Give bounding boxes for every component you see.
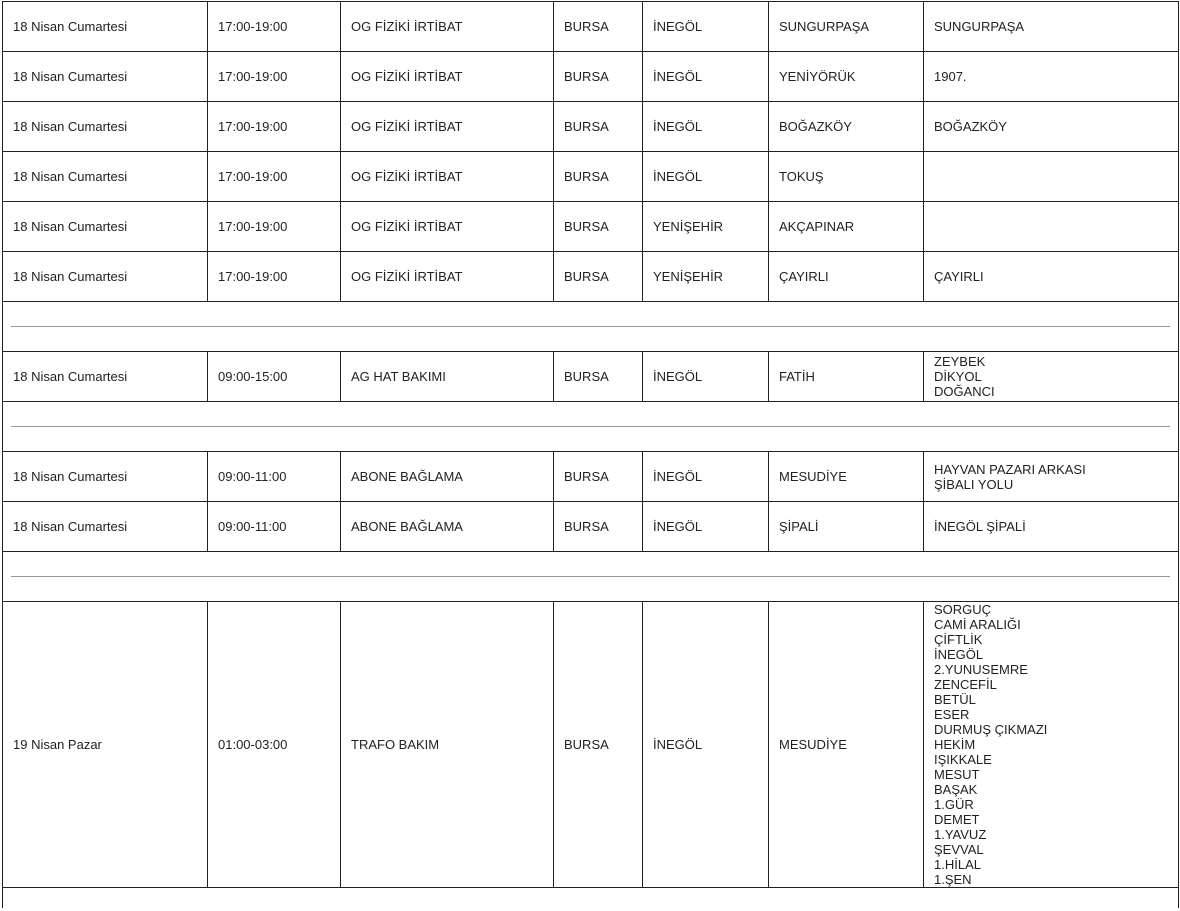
street-name: BAŞAK bbox=[934, 782, 978, 797]
street-name: 1.GÜR bbox=[934, 797, 974, 812]
time-range-cell: 09:00-15:00 bbox=[208, 352, 341, 402]
table-row bbox=[3, 352, 1179, 402]
city-cell: BURSA bbox=[554, 152, 643, 202]
table-row bbox=[3, 102, 1179, 152]
separator-cell bbox=[3, 402, 1179, 452]
city-cell: BURSA bbox=[554, 252, 643, 302]
city-cell: BURSA bbox=[554, 352, 643, 402]
district-cell: İNEGÖL bbox=[643, 52, 769, 102]
date-cell: 18 Nisan Cumartesi bbox=[3, 2, 208, 52]
street-name: ESER bbox=[934, 707, 970, 722]
neighborhood-cell: MESUDİYE bbox=[769, 602, 924, 888]
time-range-cell: 17:00-19:00 bbox=[208, 152, 341, 202]
date-cell: 19 Nisan Pazar bbox=[3, 602, 208, 888]
time-range-cell: 17:00-19:00 bbox=[208, 102, 341, 152]
horizontal-rule bbox=[11, 576, 1170, 577]
streets-cell bbox=[924, 152, 1179, 202]
outage-schedule-table bbox=[2, 1, 1179, 908]
time-range-cell: 17:00-19:00 bbox=[208, 252, 341, 302]
date-cell: 18 Nisan Cumartesi bbox=[3, 352, 208, 402]
street-name: ÇİFTLİK bbox=[934, 632, 983, 647]
street-name: 1907. bbox=[934, 69, 967, 84]
street-name: BOĞAZKÖY bbox=[934, 119, 1007, 134]
work-type-cell: OG FİZİKİ İRTİBAT bbox=[341, 152, 554, 202]
work-type-cell: ABONE BAĞLAMA bbox=[341, 502, 554, 552]
street-name: DURMUŞ ÇIKMAZI bbox=[934, 722, 1048, 737]
work-type-cell: OG FİZİKİ İRTİBAT bbox=[341, 252, 554, 302]
street-name: HEKİM bbox=[934, 737, 976, 752]
street-name: SORGUÇ bbox=[934, 602, 992, 617]
table-row bbox=[3, 2, 1179, 52]
street-name: HAYVAN PAZARI ARKASI bbox=[934, 461, 1086, 477]
city-cell: BURSA bbox=[554, 2, 643, 52]
city-cell: BURSA bbox=[554, 52, 643, 102]
streets-cell bbox=[924, 52, 1179, 102]
street-name: ÇAYIRLI bbox=[934, 269, 984, 284]
street-name: ZEYBEK bbox=[934, 354, 986, 369]
street-name: İNEGÖL bbox=[934, 647, 984, 662]
streets-cell bbox=[924, 502, 1179, 552]
time-range-cell: 17:00-19:00 bbox=[208, 202, 341, 252]
work-type-cell: ABONE BAĞLAMA bbox=[341, 452, 554, 502]
neighborhood-cell: ŞİPALİ bbox=[769, 502, 924, 552]
district-cell: İNEGÖL bbox=[643, 352, 769, 402]
street-name: DOĞANCI bbox=[934, 384, 995, 399]
separator-row bbox=[3, 402, 1179, 452]
district-cell: İNEGÖL bbox=[643, 502, 769, 552]
neighborhood-cell: YENİYÖRÜK bbox=[769, 52, 924, 102]
streets-cell bbox=[924, 452, 1179, 502]
street-name: ŞEVVAL bbox=[934, 842, 984, 857]
district-cell: YENİŞEHİR bbox=[643, 202, 769, 252]
neighborhood-cell: AKÇAPINAR bbox=[769, 202, 924, 252]
work-type-cell: OG FİZİKİ İRTİBAT bbox=[341, 202, 554, 252]
date-cell: 18 Nisan Cumartesi bbox=[3, 452, 208, 502]
separator-cell bbox=[3, 302, 1179, 352]
date-cell: 18 Nisan Cumartesi bbox=[3, 102, 208, 152]
separator-row bbox=[3, 302, 1179, 352]
table-row bbox=[3, 202, 1179, 252]
date-cell: 18 Nisan Cumartesi bbox=[3, 502, 208, 552]
street-name: 1.ŞEN bbox=[934, 872, 972, 887]
streets-cell bbox=[924, 2, 1179, 52]
time-range-cell: 17:00-19:00 bbox=[208, 52, 341, 102]
horizontal-rule bbox=[11, 426, 1170, 427]
city-cell: BURSA bbox=[554, 602, 643, 888]
date-cell: 18 Nisan Cumartesi bbox=[3, 252, 208, 302]
work-type-cell: OG FİZİKİ İRTİBAT bbox=[341, 102, 554, 152]
street-name: IŞIKKALE bbox=[934, 752, 992, 767]
district-cell: İNEGÖL bbox=[643, 102, 769, 152]
street-name: SUNGURPAŞA bbox=[934, 19, 1025, 34]
street-name: 1.HİLAL bbox=[934, 857, 981, 872]
district-cell: İNEGÖL bbox=[643, 152, 769, 202]
time-range-cell: 09:00-11:00 bbox=[208, 502, 341, 552]
work-type-cell: OG FİZİKİ İRTİBAT bbox=[341, 2, 554, 52]
city-cell: BURSA bbox=[554, 452, 643, 502]
table-body bbox=[3, 2, 1179, 909]
time-range-cell: 01:00-03:00 bbox=[208, 602, 341, 888]
neighborhood-cell: MESUDİYE bbox=[769, 452, 924, 502]
street-name: BETÜL bbox=[934, 692, 976, 707]
table-row bbox=[3, 252, 1179, 302]
streets-cell bbox=[924, 602, 1179, 888]
neighborhood-cell: BOĞAZKÖY bbox=[769, 102, 924, 152]
table-row bbox=[3, 452, 1179, 502]
table-row bbox=[3, 152, 1179, 202]
neighborhood-cell: SUNGURPAŞA bbox=[769, 2, 924, 52]
table-row-partial bbox=[3, 888, 1179, 909]
time-range-cell: 09:00-11:00 bbox=[208, 452, 341, 502]
date-cell: 18 Nisan Cumartesi bbox=[3, 152, 208, 202]
street-name: 2.YUNUSEMRE bbox=[934, 662, 1028, 677]
city-cell: BURSA bbox=[554, 502, 643, 552]
street-name: DİKYOL bbox=[934, 369, 982, 384]
district-cell: İNEGÖL bbox=[643, 602, 769, 888]
separator-row bbox=[3, 552, 1179, 602]
district-cell: YENİŞEHİR bbox=[643, 252, 769, 302]
street-name: CAMİ ARALIĞI bbox=[934, 617, 1021, 632]
city-cell: BURSA bbox=[554, 202, 643, 252]
street-name: 1.YAVUZ bbox=[934, 827, 987, 842]
city-cell: BURSA bbox=[554, 102, 643, 152]
horizontal-rule bbox=[11, 326, 1170, 327]
district-cell: İNEGÖL bbox=[643, 2, 769, 52]
streets-cell bbox=[924, 252, 1179, 302]
streets-cell bbox=[924, 352, 1179, 402]
street-name: ZENCEFİL bbox=[934, 677, 997, 692]
work-type-cell: TRAFO BAKIM bbox=[341, 602, 554, 888]
partial-cell bbox=[3, 888, 1179, 909]
district-cell: İNEGÖL bbox=[643, 452, 769, 502]
neighborhood-cell: FATİH bbox=[769, 352, 924, 402]
table-row bbox=[3, 502, 1179, 552]
work-type-cell: AG HAT BAKIMI bbox=[341, 352, 554, 402]
separator-cell bbox=[3, 552, 1179, 602]
neighborhood-cell: ÇAYIRLI bbox=[769, 252, 924, 302]
street-name: DEMET bbox=[934, 812, 980, 827]
date-cell: 18 Nisan Cumartesi bbox=[3, 52, 208, 102]
neighborhood-cell: TOKUŞ bbox=[769, 152, 924, 202]
table-row bbox=[3, 602, 1179, 888]
table-row bbox=[3, 52, 1179, 102]
street-name: MESUT bbox=[934, 767, 980, 782]
street-name: İNEGÖL ŞİPALİ bbox=[934, 519, 1026, 534]
date-cell: 18 Nisan Cumartesi bbox=[3, 202, 208, 252]
work-type-cell: OG FİZİKİ İRTİBAT bbox=[341, 52, 554, 102]
streets-cell bbox=[924, 202, 1179, 252]
street-name: ŞİBALI YOLU bbox=[934, 476, 1014, 492]
time-range-cell: 17:00-19:00 bbox=[208, 2, 341, 52]
streets-cell bbox=[924, 102, 1179, 152]
